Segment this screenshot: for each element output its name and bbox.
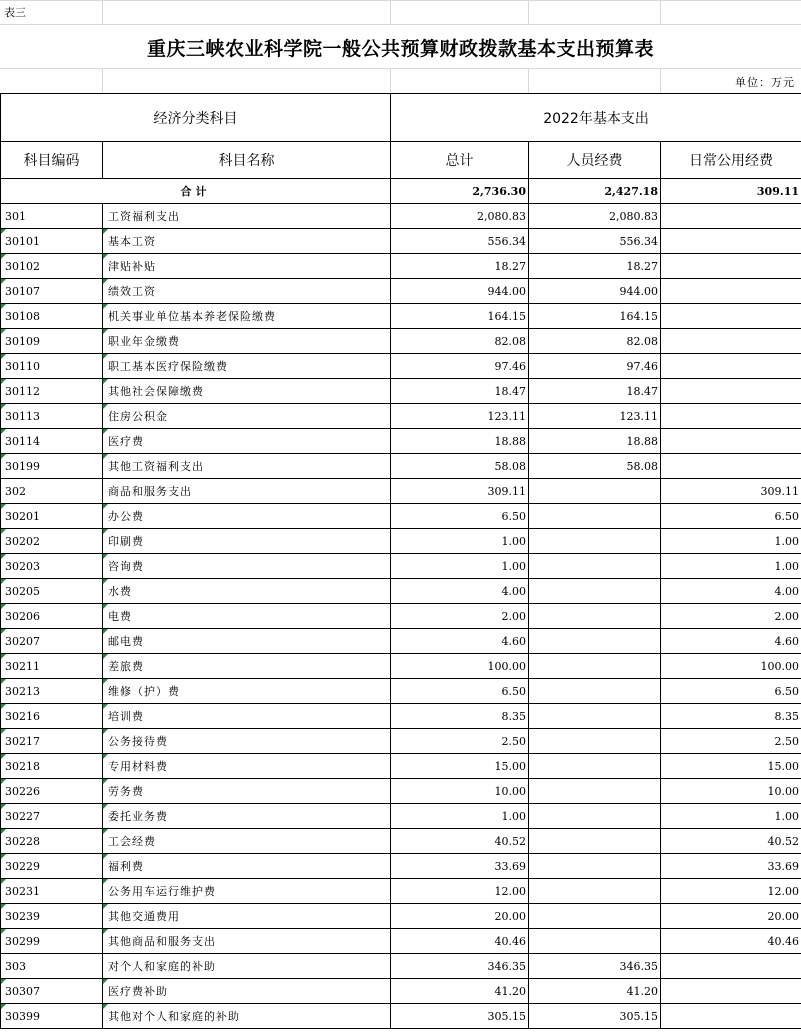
row-total: 556.34 [391,229,529,254]
table-row [1,454,801,479]
row-total: 6.50 [391,504,529,529]
row-name: 公务用车运行维护费 [103,879,391,904]
table-row [1,504,801,529]
row-personnel: 41.20 [529,979,661,1004]
table-row [1,879,801,904]
table-row [1,954,801,979]
row-name: 工资福利支出 [103,204,391,229]
row-personnel: 123.11 [529,404,661,429]
row-personnel: 97.46 [529,354,661,379]
row-personnel: 346.35 [529,954,661,979]
row-personnel: 556.34 [529,229,661,254]
row-total: 1.00 [391,804,529,829]
grid-line [528,0,529,24]
total-row [1,179,801,204]
row-public [661,429,801,454]
row-name: 福利费 [103,854,391,879]
header-row-group [1,94,801,142]
header-economic-category: 经济分类科目 [1,94,391,142]
row-total: 15.00 [391,754,529,779]
row-personnel [529,704,661,729]
row-code: 30112 [1,379,103,404]
row-personnel: 82.08 [529,329,661,354]
table-row [1,904,801,929]
row-code: 30107 [1,279,103,304]
row-code: 30226 [1,779,103,804]
row-name: 印刷费 [103,529,391,554]
table-row [1,554,801,579]
row-name: 住房公积金 [103,404,391,429]
row-code: 303 [1,954,103,979]
table-row [1,679,801,704]
unit-label: 单位：万元 [735,76,795,89]
row-code: 30211 [1,654,103,679]
row-name: 基本工资 [103,229,391,254]
grid-line [0,0,801,1]
row-public: 6.50 [661,679,801,704]
row-total: 10.00 [391,779,529,804]
header-public: 日常公用经费 [661,142,801,179]
row-public [661,1004,801,1029]
row-personnel [529,879,661,904]
row-public [661,354,801,379]
row-personnel [529,554,661,579]
row-total: 4.60 [391,629,529,654]
header-personnel: 人员经费 [529,142,661,179]
row-personnel [529,504,661,529]
table-row [1,729,801,754]
row-public [661,379,801,404]
table-row [1,404,801,429]
table-row [1,604,801,629]
row-total: 100.00 [391,654,529,679]
row-public [661,279,801,304]
row-personnel [529,579,661,604]
header-basic-expenditure: 2022年基本支出 [391,94,801,142]
row-name: 其他工资福利支出 [103,454,391,479]
row-code: 302 [1,479,103,504]
total-public: 309.11 [661,179,801,204]
row-personnel [529,529,661,554]
row-public [661,979,801,1004]
row-code: 30108 [1,304,103,329]
row-personnel: 18.27 [529,254,661,279]
row-total: 40.52 [391,829,529,854]
row-code: 30299 [1,929,103,954]
row-code: 30202 [1,529,103,554]
row-public: 2.00 [661,604,801,629]
budget-table [0,93,801,1029]
row-total: 40.46 [391,929,529,954]
row-name: 水费 [103,579,391,604]
row-total: 346.35 [391,954,529,979]
row-public: 4.00 [661,579,801,604]
row-total: 309.11 [391,479,529,504]
row-code: 30207 [1,629,103,654]
row-name: 委托业务费 [103,804,391,829]
table-row [1,354,801,379]
row-code: 30110 [1,354,103,379]
row-total: 18.27 [391,254,529,279]
table-row [1,704,801,729]
row-name: 培训费 [103,704,391,729]
row-name: 专用材料费 [103,754,391,779]
row-personnel: 305.15 [529,1004,661,1029]
table-row [1,1004,801,1029]
row-total: 33.69 [391,854,529,879]
table-row [1,779,801,804]
table-row [1,929,801,954]
sheet-label: 表三 [4,6,26,19]
table-row [1,304,801,329]
row-public: 100.00 [661,654,801,679]
row-total: 12.00 [391,879,529,904]
row-total: 2.50 [391,729,529,754]
row-name: 职工基本医疗保险缴费 [103,354,391,379]
total-label: 合计 [1,179,391,204]
table-row [1,204,801,229]
row-name: 其他对个人和家庭的补助 [103,1004,391,1029]
row-public: 10.00 [661,779,801,804]
table-row [1,254,801,279]
table-row [1,429,801,454]
table-row [1,579,801,604]
row-personnel [529,629,661,654]
row-personnel: 164.15 [529,304,661,329]
row-public: 2.50 [661,729,801,754]
table-row [1,829,801,854]
table-row [1,654,801,679]
row-public: 40.46 [661,929,801,954]
row-name: 咨询费 [103,554,391,579]
row-code: 30239 [1,904,103,929]
row-personnel [529,804,661,829]
row-code: 30201 [1,504,103,529]
row-total: 6.50 [391,679,529,704]
row-total: 305.15 [391,1004,529,1029]
row-personnel: 18.47 [529,379,661,404]
table-row [1,379,801,404]
row-personnel: 18.88 [529,429,661,454]
row-total: 164.15 [391,304,529,329]
row-code: 30205 [1,579,103,604]
total-personnel: 2,427.18 [529,179,661,204]
row-personnel: 2,080.83 [529,204,661,229]
row-personnel [529,929,661,954]
row-public [661,404,801,429]
row-name: 其他交通费用 [103,904,391,929]
row-code: 30113 [1,404,103,429]
row-name: 劳务费 [103,779,391,804]
row-name: 工会经费 [103,829,391,854]
row-name: 差旅费 [103,654,391,679]
row-personnel [529,604,661,629]
table-row [1,329,801,354]
row-code: 30102 [1,254,103,279]
row-total: 4.00 [391,579,529,604]
row-code: 30199 [1,454,103,479]
row-name: 医疗费 [103,429,391,454]
table-row [1,479,801,504]
row-name: 其他社会保障缴费 [103,379,391,404]
row-public [661,254,801,279]
table-row [1,279,801,304]
header-code: 科目编码 [1,142,103,179]
row-public [661,454,801,479]
grid-line [660,0,661,24]
grid-line [0,24,801,25]
row-personnel [529,779,661,804]
row-public [661,229,801,254]
row-code: 30231 [1,879,103,904]
row-personnel [529,829,661,854]
row-name: 机关事业单位基本养老保险缴费 [103,304,391,329]
row-code: 30229 [1,854,103,879]
row-code: 30114 [1,429,103,454]
row-public: 33.69 [661,854,801,879]
table-row [1,529,801,554]
row-code: 30109 [1,329,103,354]
table-row [1,754,801,779]
row-total: 20.00 [391,904,529,929]
row-personnel [529,729,661,754]
grid-line [0,68,801,69]
row-public [661,304,801,329]
row-code: 30227 [1,804,103,829]
row-code: 30101 [1,229,103,254]
row-total: 2.00 [391,604,529,629]
row-code: 301 [1,204,103,229]
row-total: 123.11 [391,404,529,429]
row-code: 30206 [1,604,103,629]
row-name: 其他商品和服务支出 [103,929,391,954]
row-code: 30307 [1,979,103,1004]
row-total: 18.88 [391,429,529,454]
table-row [1,229,801,254]
page-title: 重庆三峡农业科学院一般公共预算财政拨款基本支出预算表 [146,38,654,60]
grid-line [102,0,103,24]
row-total: 97.46 [391,354,529,379]
row-personnel [529,679,661,704]
row-name: 电费 [103,604,391,629]
row-personnel: 58.08 [529,454,661,479]
table-row [1,804,801,829]
row-personnel [529,754,661,779]
grid-line [390,68,391,93]
row-code: 30228 [1,829,103,854]
row-public: 1.00 [661,554,801,579]
row-public [661,204,801,229]
row-code: 30399 [1,1004,103,1029]
row-total: 82.08 [391,329,529,354]
row-public: 4.60 [661,629,801,654]
row-public: 309.11 [661,479,801,504]
row-total: 2,080.83 [391,204,529,229]
row-public: 15.00 [661,754,801,779]
row-name: 职业年金缴费 [103,329,391,354]
header-row-columns [1,142,801,179]
row-personnel [529,654,661,679]
row-public [661,329,801,354]
row-name: 对个人和家庭的补助 [103,954,391,979]
row-total: 944.00 [391,279,529,304]
row-public [661,954,801,979]
row-public: 1.00 [661,529,801,554]
row-total: 58.08 [391,454,529,479]
row-name: 商品和服务支出 [103,479,391,504]
table-row [1,629,801,654]
row-public: 1.00 [661,804,801,829]
row-public: 8.35 [661,704,801,729]
row-public: 40.52 [661,829,801,854]
row-name: 绩效工资 [103,279,391,304]
row-personnel [529,479,661,504]
row-total: 41.20 [391,979,529,1004]
row-name: 邮电费 [103,629,391,654]
grid-line [660,68,661,93]
row-name: 办公费 [103,504,391,529]
header-total: 总计 [391,142,529,179]
row-total: 18.47 [391,379,529,404]
row-total: 1.00 [391,529,529,554]
row-name: 公务接待费 [103,729,391,754]
grid-line [102,68,103,93]
row-name: 津贴补贴 [103,254,391,279]
row-personnel: 944.00 [529,279,661,304]
total-amount: 2,736.30 [391,179,529,204]
row-code: 30217 [1,729,103,754]
row-code: 30203 [1,554,103,579]
grid-line [528,68,529,93]
row-total: 1.00 [391,554,529,579]
row-code: 30218 [1,754,103,779]
row-public: 20.00 [661,904,801,929]
table-row [1,979,801,1004]
grid-line [390,0,391,24]
row-name: 医疗费补助 [103,979,391,1004]
row-code: 30216 [1,704,103,729]
row-name: 维修（护）费 [103,679,391,704]
row-total: 8.35 [391,704,529,729]
row-public: 12.00 [661,879,801,904]
row-personnel [529,904,661,929]
row-personnel [529,854,661,879]
row-public: 6.50 [661,504,801,529]
table-row [1,854,801,879]
header-name: 科目名称 [103,142,391,179]
row-code: 30213 [1,679,103,704]
